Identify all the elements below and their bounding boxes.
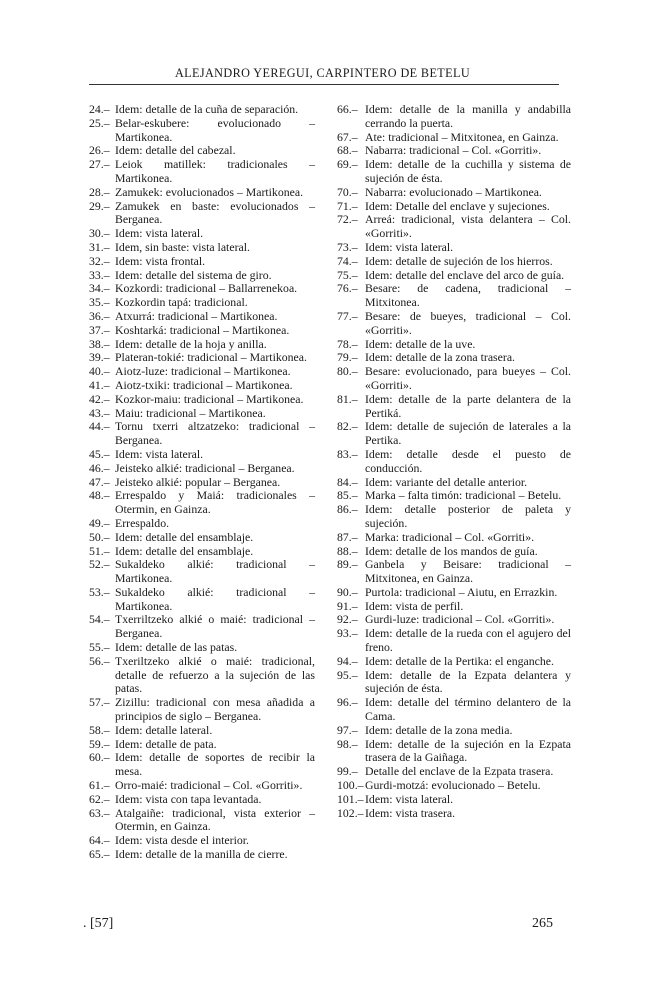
caption-entry [89, 269, 315, 283]
caption-entry [337, 241, 571, 255]
caption-entry [89, 255, 315, 269]
caption-number: 42.– [89, 391, 110, 406]
caption-number: 24.– [89, 102, 110, 116]
caption-number: 38.– [89, 336, 110, 351]
caption-text: Ganbela y Beisare: tradicional – Mitxitonea, en Gainza. [365, 557, 571, 586]
caption-entry [89, 144, 315, 158]
caption-number: 37.– [89, 322, 110, 337]
caption-text: Idem: detalle de la uve. [365, 336, 476, 351]
caption-text: Idem: detalle lateral. [115, 722, 213, 737]
caption-entry [89, 407, 315, 421]
caption-entry [337, 655, 571, 669]
caption-number: 87.– [337, 529, 358, 544]
caption-text: Kozkor-maiu: tradicional – Martikonea. [115, 391, 304, 406]
caption-number: 64.– [89, 833, 110, 848]
caption-number: 30.– [89, 226, 110, 241]
caption-text: Idem: detalle de la zona media. [365, 722, 513, 737]
caption-number: 55.– [89, 640, 110, 655]
caption-number: 101.– [337, 791, 364, 806]
caption-number: 83.– [337, 446, 358, 461]
caption-number: 97.– [337, 722, 358, 737]
caption-entry [337, 144, 571, 158]
caption-entry [337, 724, 571, 738]
caption-number: 34.– [89, 281, 110, 296]
caption-number: 86.– [337, 502, 358, 517]
caption-entry [337, 489, 571, 503]
caption-number: 65.– [89, 847, 110, 862]
caption-entry [89, 641, 315, 655]
caption-number: 46.– [89, 460, 110, 475]
caption-text: Idem: detalle del término delantero de la Cama. [365, 695, 571, 724]
caption-entry [89, 241, 315, 255]
caption-entry [89, 462, 315, 476]
caption-text: Idem: detalle de los mandos de guía. [365, 543, 538, 558]
caption-entry [337, 613, 571, 627]
caption-number: 95.– [337, 667, 358, 682]
caption-text: Jeisteko alkié: tradicional – Berganea. [115, 460, 295, 475]
caption-text: Idem: vista lateral. [365, 239, 454, 254]
caption-text: Idem: detalle del ensamblaje. [115, 529, 254, 544]
caption-entry [337, 600, 571, 614]
running-header: ALEJANDRO YEREGUI, CARPINTERO DE BETELU [174, 66, 471, 80]
caption-text: Nabarra: tradicional – Col. «Gorriti». [365, 143, 542, 158]
caption-text: Gurdi-luze: tradicional – Col. «Gorriti». [365, 612, 555, 627]
caption-entry [337, 696, 571, 724]
caption-entry [89, 517, 315, 531]
caption-number: 99.– [337, 764, 358, 779]
caption-number: 48.– [89, 488, 110, 503]
caption-text: Idem: vista de perfil. [365, 598, 464, 613]
caption-text: Txerriltzeko alkié o maié: tradicional – Berganea. [115, 612, 315, 641]
caption-entry [337, 448, 571, 476]
caption-text: Gurdi-motzá: evolucionado – Betelu. [365, 778, 541, 793]
page-number: 265 [532, 916, 553, 931]
caption-entry [337, 545, 571, 559]
caption-number: 45.– [89, 446, 110, 461]
caption-text: Idem, sin baste: vista lateral. [115, 239, 250, 254]
caption-entry [337, 531, 571, 545]
caption-entry [337, 213, 571, 241]
caption-entry [89, 393, 315, 407]
caption-entry [337, 351, 571, 365]
caption-entry [89, 379, 315, 393]
caption-text: Ate: tradicional – Mitxitonea, en Gainza. [365, 129, 559, 144]
caption-text: Zizillu: tradicional con mesa añadida a principios de siglo – Berganea. [115, 695, 315, 724]
caption-number: 85.– [337, 488, 358, 503]
caption-list-right [337, 103, 571, 820]
caption-text: Idem: vista frontal. [115, 253, 206, 268]
caption-number: 31.– [89, 239, 110, 254]
caption-entry [337, 420, 571, 448]
caption-entry [337, 476, 571, 490]
caption-entry [89, 324, 315, 338]
caption-number: 91.– [337, 598, 358, 613]
caption-text: Idem: vista con tapa levantada. [115, 791, 262, 806]
caption-text: Leiok matillek: tradicionales – Martikonea. [115, 157, 315, 185]
caption-number: 94.– [337, 653, 358, 668]
caption-entry [89, 696, 315, 724]
caption-entry [89, 351, 315, 365]
caption-number: 98.– [337, 736, 358, 751]
caption-text: Purtola: tradicional – Aiutu, en Errazkin. [365, 584, 558, 599]
caption-entry [89, 200, 315, 228]
caption-text: Idem: detalle de las patas. [115, 640, 238, 655]
caption-entry [337, 393, 571, 421]
caption-entry [89, 117, 315, 145]
caption-text: Idem: detalle de la hoja y anilla. [115, 336, 267, 351]
caption-number: 68.– [337, 143, 358, 158]
caption-entry [89, 558, 315, 586]
caption-text: Idem: vista trasera. [365, 805, 456, 820]
caption-number: 102.– [337, 805, 364, 820]
caption-entry [89, 613, 315, 641]
caption-number: 100.– [337, 778, 364, 793]
caption-text: Idem: detalle de la zona trasera. [365, 350, 516, 365]
caption-number: 71.– [337, 198, 358, 213]
caption-text: Aiotz-txiki: tradicional – Martikonea. [115, 377, 293, 392]
caption-entry [337, 807, 571, 821]
caption-number: 79.– [337, 350, 358, 365]
caption-entry [337, 627, 571, 655]
caption-number: 43.– [89, 405, 110, 420]
caption-number: 25.– [89, 115, 110, 130]
caption-text: Idem: detalle de la cuchilla y sistema de sujeción de ésta. [365, 157, 571, 185]
caption-number: 51.– [89, 543, 110, 558]
caption-text: Besare: de bueyes, tradicional – Col. «Gorriti». [365, 308, 571, 337]
caption-number: 27.– [89, 157, 110, 172]
caption-number: 33.– [89, 267, 110, 282]
caption-entry [337, 158, 571, 186]
caption-entry [89, 448, 315, 462]
caption-text: Orro-maié: tradicional – Col. «Gorriti». [115, 778, 303, 793]
caption-entry [89, 186, 315, 200]
caption-entry [89, 296, 315, 310]
caption-number: 57.– [89, 695, 110, 710]
caption-text: Atxurrá: tradicional – Martikonea. [115, 308, 278, 323]
caption-text: Jeisteko alkié: popular – Berganea. [115, 474, 281, 489]
caption-entry [337, 186, 571, 200]
caption-text: Kozkordin tapá: tradicional. [115, 295, 248, 310]
caption-number: 49.– [89, 515, 110, 530]
caption-number: 80.– [337, 364, 358, 379]
caption-entry [89, 848, 315, 862]
caption-text: Idem: detalle de la parte delantera de la Pertiká. [365, 391, 571, 420]
caption-text: Idem: detalle del ensamblaje. [115, 543, 254, 558]
caption-entry [89, 834, 315, 848]
caption-number: 41.– [89, 377, 110, 392]
caption-entry [337, 365, 571, 393]
caption-number: 56.– [89, 653, 110, 668]
caption-number: 26.– [89, 143, 110, 158]
caption-entry [89, 365, 315, 379]
caption-text: Idem: vista lateral. [365, 791, 454, 806]
caption-entry [89, 310, 315, 324]
caption-number: 67.– [337, 129, 358, 144]
caption-number: 69.– [337, 157, 358, 172]
caption-text: Idem: detalle de la cuña de separación. [115, 102, 299, 116]
caption-number: 90.– [337, 584, 358, 599]
caption-number: 32.– [89, 253, 110, 268]
caption-number: 96.– [337, 695, 358, 710]
caption-number: 53.– [89, 584, 110, 599]
caption-entry [337, 282, 571, 310]
caption-text: Detalle del enclave de la Ezpata trasera. [365, 764, 554, 779]
caption-number: 73.– [337, 239, 358, 254]
caption-text: Koshtarká: tradicional – Martikonea. [115, 322, 290, 337]
caption-number: 44.– [89, 419, 110, 434]
caption-text: Txeriltzeko alkié o maié: tradicional, detalle de refuerzo a la sujeción de las patas. [115, 653, 315, 696]
caption-text: Idem: Detalle del enclave y sujeciones. [365, 198, 550, 213]
caption-entry [89, 779, 315, 793]
caption-entry [337, 200, 571, 214]
caption-entry [89, 103, 315, 117]
caption-text: Tornu txerri altzatzeko: tradicional – Berganea. [115, 419, 315, 448]
caption-number: 52.– [89, 557, 110, 572]
caption-entry [89, 338, 315, 352]
caption-number: 75.– [337, 267, 358, 282]
caption-number: 88.– [337, 543, 358, 558]
caption-number: 58.– [89, 722, 110, 737]
caption-entry [337, 669, 571, 697]
caption-number: 40.– [89, 364, 110, 379]
caption-text: Marka: tradicional – Col. «Gorriti». [365, 529, 535, 544]
caption-entry [337, 131, 571, 145]
caption-text: Maiu: tradicional – Martikonea. [115, 405, 266, 420]
caption-entry [89, 282, 315, 296]
caption-text: Idem: detalle de la rueda con el agujero del freno. [365, 626, 571, 655]
page-bracket-number: . [57] [83, 916, 114, 931]
caption-number: 60.– [89, 750, 110, 765]
caption-text: Idem: vista lateral. [115, 446, 204, 461]
caption-number: 63.– [89, 805, 110, 820]
caption-entry [337, 503, 571, 531]
caption-entry [89, 545, 315, 559]
caption-text: Idem: detalle del sistema de giro. [115, 267, 272, 282]
caption-number: 84.– [337, 474, 358, 489]
caption-number: 70.– [337, 184, 358, 199]
caption-text: Sukaldeko alkié: tradicional – Martikonea. [115, 584, 315, 613]
caption-entry [337, 793, 571, 807]
header-rule [89, 84, 559, 85]
caption-text: Zamukek: evolucionados – Martikonea. [115, 184, 304, 199]
caption-text: Plateran-tokié: tradicional – Martikonea. [115, 350, 307, 365]
caption-text: Idem: detalle del enclave del arco de guía. [365, 267, 565, 282]
caption-entry [89, 420, 315, 448]
caption-entry [89, 476, 315, 490]
caption-number: 72.– [337, 212, 358, 227]
caption-number: 54.– [89, 612, 110, 627]
caption-text: Sukaldeko alkié: tradicional – Martikonea. [115, 557, 315, 586]
caption-text: Belar-eskubere: evolucionado – Martikonea. [115, 115, 315, 144]
caption-text: Kozkordi: tradicional – Ballarrenekoa. [115, 281, 298, 296]
caption-text: Errespaldo y Maiá: tradicionales – Otermin, en Gainza. [115, 488, 315, 517]
caption-text: Marka – falta timón: tradicional – Betelu. [365, 488, 562, 503]
caption-number: 76.– [337, 281, 358, 296]
caption-entry [89, 489, 315, 517]
caption-text: Idem: vista desde el interior. [115, 833, 249, 848]
caption-entry [337, 738, 571, 766]
caption-text: Idem: detalle de pata. [115, 736, 217, 751]
caption-text: Idem: detalle de la Ezpata delantera y sujeción de ésta. [365, 667, 571, 696]
caption-text: Idem: detalle de soportes de recibir la mesa. [115, 750, 315, 779]
caption-number: 59.– [89, 736, 110, 751]
caption-text: Atalgaiñe: tradicional, vista exterior – Otermin, en Gainza. [115, 805, 315, 834]
caption-number: 35.– [89, 295, 110, 310]
caption-number: 78.– [337, 336, 358, 351]
caption-entry [337, 255, 571, 269]
caption-text: Nabarra: evolucionado – Martikonea. [365, 184, 542, 199]
caption-entry [89, 751, 315, 779]
caption-entry [337, 338, 571, 352]
caption-entry [89, 793, 315, 807]
caption-number: 77.– [337, 308, 358, 323]
caption-entry [337, 269, 571, 283]
caption-entry [89, 655, 315, 696]
caption-text: Idem: detalle de la manilla de cierre. [115, 847, 288, 862]
caption-text: Idem: variante del detalle anterior. [365, 474, 528, 489]
caption-entry [337, 310, 571, 338]
caption-text: Idem: detalle de la Pertika: el enganche. [365, 653, 554, 668]
caption-number: 47.– [89, 474, 110, 489]
caption-entry [89, 531, 315, 545]
caption-list-left [89, 103, 315, 862]
caption-number: 66.– [337, 102, 358, 116]
caption-entry [337, 765, 571, 779]
caption-text: Idem: vista lateral. [115, 226, 204, 241]
caption-text: Zamukek en baste: evolucionados – Berganea. [115, 198, 315, 227]
caption-entry [89, 807, 315, 835]
caption-text: Idem: detalle de sujeción de laterales a la Pertika. [365, 419, 571, 448]
caption-number: 39.– [89, 350, 110, 365]
caption-entry [89, 724, 315, 738]
caption-text: Besare: de cadena, tradicional – Mitxitonea. [365, 281, 571, 310]
caption-text: Arreá: tradicional, vista delantera – Col. «Gorriti». [365, 212, 571, 241]
caption-entry [337, 779, 571, 793]
caption-number: 74.– [337, 253, 358, 268]
caption-number: 36.– [89, 308, 110, 323]
caption-entry [89, 227, 315, 241]
caption-number: 62.– [89, 791, 110, 806]
caption-entry [89, 586, 315, 614]
caption-number: 82.– [337, 419, 358, 434]
caption-number: 89.– [337, 557, 358, 572]
caption-entry [89, 738, 315, 752]
caption-number: 50.– [89, 529, 110, 544]
caption-number: 28.– [89, 184, 110, 199]
caption-text: Idem: detalle desde el puesto de conducción. [365, 446, 571, 475]
caption-entry [337, 558, 571, 586]
caption-entry [89, 158, 315, 186]
caption-text: Errespaldo. [115, 515, 170, 530]
caption-text: Idem: detalle de la sujeción en la Ezpata trasera de la Gaiñaga. [365, 736, 571, 765]
caption-entry [337, 586, 571, 600]
caption-number: 93.– [337, 626, 358, 641]
caption-number: 92.– [337, 612, 358, 627]
caption-number: 81.– [337, 391, 358, 406]
caption-number: 61.– [89, 778, 110, 793]
caption-text: Idem: detalle posterior de paleta y sujeción. [365, 502, 571, 530]
caption-text: Idem: detalle del cabezal. [115, 143, 236, 158]
caption-entry [337, 103, 571, 131]
caption-text: Besare: evolucionado, para bueyes – Col. «Gorriti». [365, 364, 571, 392]
caption-text: Idem: detalle de la manilla y andabilla cerrando la puerta. [365, 102, 571, 130]
caption-text: Idem: detalle de sujeción de los hierros. [365, 253, 553, 268]
caption-text: Aiotz-luze: tradicional – Martikonea. [115, 364, 291, 379]
caption-number: 29.– [89, 198, 110, 213]
